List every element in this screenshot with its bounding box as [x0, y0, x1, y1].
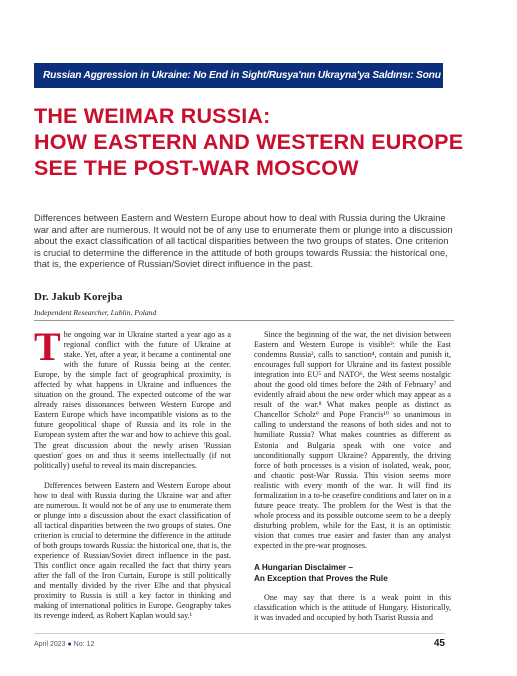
bullet-icon: ● [67, 641, 72, 648]
left-column [34, 324, 231, 631]
issue-date: April 2023 [34, 641, 66, 648]
section-subheading [254, 563, 451, 584]
issue-number: No: 12 [73, 641, 95, 648]
author-affiliation: Independent Researcher, Lublin, Poland [34, 308, 157, 317]
body-paragraph: One may say that there is a weak point in this classification which is the attitude of Hungary. Historically, it was invaded and occupied by both Tsarist Russia and [254, 593, 451, 623]
body-paragraph: Differences between Eastern and Western Europe about how to deal with Russia during the Ukraine war and after are numerous. It would not be of any use to enumerate them or plunge into a discussion about the exact classification of all tactical disparities between the two groups of states. One criterion is crucial to determine the difference in the attitude of both groups towards Russia: the historical one, that is, the experience of Russian/Soviet direct influence in the past. This conflict once again recalled the fact that thirty years after the fall of the Iron Curtain, Europe is still politically and mentally divided by the river Elbe and that physical proximity to Russia is still a key factor in thinking and making of international politics in Europe. Geography takes its revenge indeed, as Robert Kaplan would say.¹ [34, 480, 231, 621]
paragraph-text: he ongoing war in Ukraine started a year ago as a regional conflict with the future of Ukraine at stake. Yet, after a year, it became a continental one with the future of Russia being at the center. Europe, by the simple fact of geographical proximity, is affected by what happens in Ukraine and influences the situation on the ground. The expected outcome of the war already raises dissonances between Western Europe and Eastern Europe which have incompatible visions as to the future geopolitical shape of Russia and its role in the European system after the war and how to achieve this goal. The great discussion about the newly arisen 'Russian question' goes on and thus it seems intellectually (if not politically) useful to reveal its main discrepancies. [34, 330, 231, 470]
issue-info [34, 641, 94, 648]
section-banner: Russian Aggression in Ukraine: No End in Sight/Rusya'nın Ukrayna'ya Saldırısı: Sonu Görünmüyor - 3 [34, 63, 443, 88]
author-name: Dr. Jakub Korejba [34, 291, 123, 303]
footer-divider [34, 633, 445, 634]
article-title-line-1: THE WEIMAR RUSSIA: [34, 104, 271, 128]
article-title-line-3: SEE THE POST-WAR MOSCOW [34, 156, 359, 180]
drop-cap: T [34, 324, 61, 369]
article-abstract: Differences between Eastern and Western Europe about how to deal with Russia during the Ukraine war and after are numerous. It would not be of any use to enumerate them or plunge into a discussion about the exact classification of all tactical disparities between the two groups of states. One criterion is crucial to determine the difference in the attitude of both groups towards Russia: the historical one, that is, the experience of Russian/Soviet direct influence in the past. [34, 213, 453, 270]
right-column [254, 330, 451, 633]
body-paragraph [34, 324, 231, 471]
page-number: 45 [433, 638, 445, 649]
article-title [34, 103, 464, 181]
subheading-line-1: A Hungarian Disclaimer – [254, 563, 353, 573]
header-divider [34, 320, 454, 321]
article-title-line-2: HOW EASTERN AND WESTERN EUROPE [34, 130, 464, 154]
body-paragraph: Since the beginning of the war, the net division between Eastern and Western Europe is visible²: while the East condemns Russia³, calls to sanction⁴, contain and punish it, encourages full support for Ukraine and its fastest possible integration into EU⁵ and NATO⁶, the West seems nostalgic about the good old times before the 24th of February⁷ and evidently afraid about the new order which may appear as a result of the war.⁸ What makes people as distinct as Chancellor Scholz⁹ and Pope Francis¹⁰ so unanimous in calling to understand the reasons of both sides and not to humiliate Russia? What makes countries as different as Estonia and Bulgaria speak with one voice and unconditionally support Ukraine? Apparently, the driving force of both processes is a vision of isolated, weak, poor, and chaotic post-War Russia. This vision seems more realistic with every month of the war. It will find its formalization in a to-be ceasefire conditions and later on in a future peace treaty. The problem for the West is that the whole process and its possible outcome seem to be a deeply disturbing problem, while for the East, it is an optimistic vision that comes true easier and faster than any analyst expected in the pre-war prognoses. [254, 330, 451, 550]
subheading-line-2: An Exception that Proves the Rule [254, 573, 388, 583]
